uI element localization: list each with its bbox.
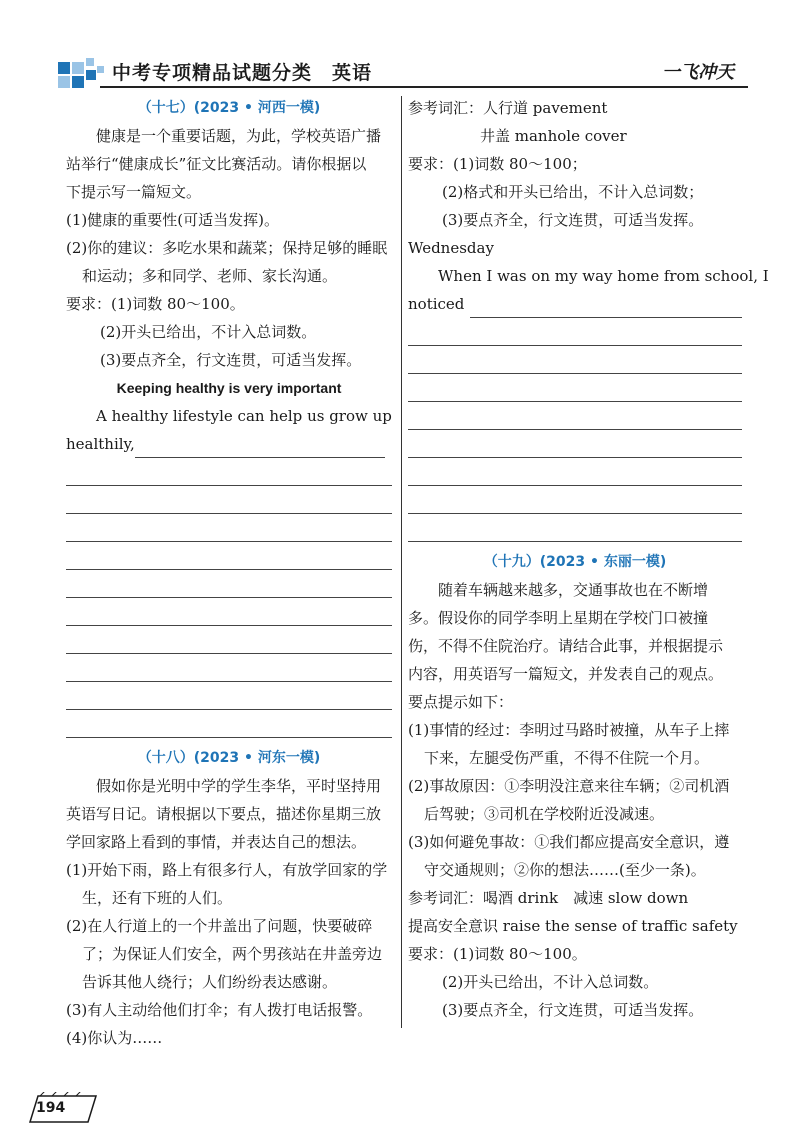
requirement-3: (3)要点齐全，行文连贯，可适当发挥。 [442, 211, 704, 229]
writing-line[interactable] [66, 570, 392, 598]
brand-logo: 一飞冲天 [662, 62, 734, 83]
word: lifestyle [172, 407, 233, 425]
writing-line[interactable] [66, 626, 392, 654]
requirement-1: 要求：(1)词数 80～100； [408, 155, 587, 173]
prompt-line: 假如你是光明中学的学生李华，平时坚持用 [96, 777, 382, 795]
point-3: (3)有人主动给他们打伞；有人拨打电话报警。 [66, 1001, 373, 1019]
section-heading-17: （十七）(2023 • 河西一模) [137, 100, 321, 116]
vocab-2: 提高安全意识 raise the sense of traffic safety [408, 917, 738, 935]
point-2-cont: 了；为保证人们安全，两个男孩站在井盖旁边 [82, 945, 383, 963]
right-column [408, 94, 769, 1024]
prompt-line: 多。假设你的同学李明上星期在学校门口被撞 [408, 609, 709, 627]
writing-line[interactable] [66, 542, 392, 570]
diary-start-cont [408, 290, 742, 318]
requirement-2: (2)开头已给出，不计入总词数。 [442, 973, 659, 991]
tips-label: 要点提示如下： [408, 693, 514, 711]
essay-start-cont [66, 430, 392, 458]
writing-line[interactable] [66, 458, 392, 486]
writing-line[interactable] [408, 514, 742, 542]
vocab-1: 参考词汇：人行道 pavement [408, 99, 608, 117]
point-2: (2)在人行道上的一个井盖出了问题，快要破碎 [66, 917, 373, 935]
point-2: (2)事故原因：①李明没注意来往车辆；②司机酒 [408, 777, 730, 795]
prompt-line: 随着车辆越来越多，交通事故也在不断增 [438, 581, 709, 599]
word: up [372, 407, 392, 425]
point-3-cont: 守交通规则；②你的想法……(至少一条)。 [424, 861, 706, 879]
point-2-cont: 和运动；多和同学、老师、家长沟通。 [82, 267, 338, 285]
vocab-1: 参考词汇：喝酒 drink 减速 slow down [408, 889, 689, 907]
point-1-cont: 生，还有下班的人们。 [82, 889, 233, 907]
requirement-1: 要求：(1)词数 80～100。 [66, 295, 245, 313]
point-2: (2)你的建议：多吃水果和蔬菜；保持足够的睡眠 [66, 239, 388, 257]
writing-blank[interactable] [135, 439, 385, 458]
writing-line[interactable] [66, 682, 392, 710]
prompt-line: 内容，用英语写一篇短文，并发表自己的观点。 [408, 665, 724, 683]
word: can [237, 407, 265, 425]
point-1-cont: 下来，左腿受伤严重，不得不住院一个月。 [424, 749, 710, 767]
writing-line[interactable] [408, 402, 742, 430]
word: grow [329, 407, 368, 425]
prompt-line: 学回家路上看到的事情，并表达自己的想法。 [66, 833, 367, 851]
prompt-line: 英语写日记。请根据以下要点，描述你星期三放 [66, 805, 382, 823]
point-3: (3)如何避免事故：①我们都应提高安全意识，遵 [408, 833, 730, 851]
prompt-line: 站举行“健康成长”征文比赛活动。请你根据以 [66, 155, 367, 173]
vocab-2: 井盖 manhole cover [480, 127, 627, 145]
header-rule [100, 86, 748, 88]
writing-line[interactable] [66, 514, 392, 542]
point-2-cont: 告诉其他人绕行；人们纷纷表达感谢。 [82, 973, 338, 991]
section-heading-18: （十八）(2023 • 河东一模) [137, 750, 321, 766]
header-title: 中考专项精品试题分类 英语 [112, 62, 373, 84]
essay-title: Keeping healthy is very important [116, 380, 342, 396]
writing-line[interactable] [408, 346, 742, 374]
writing-line[interactable] [66, 598, 392, 626]
prompt-line: 下提示写一篇短文。 [66, 183, 202, 201]
writing-line[interactable] [408, 486, 742, 514]
writing-line[interactable] [66, 710, 392, 738]
writing-line[interactable] [66, 486, 392, 514]
requirement-1: 要求：(1)词数 80～100。 [408, 945, 587, 963]
point-2-cont: 后驾驶；③司机在学校附近没减速。 [424, 805, 665, 823]
word: healthy [111, 407, 169, 425]
writing-line[interactable] [408, 458, 742, 486]
writing-line[interactable] [408, 318, 742, 346]
writing-blank[interactable] [470, 299, 742, 318]
diary-day: Wednesday [408, 239, 494, 257]
header-decoration-icon [0, 0, 110, 100]
word: A [96, 407, 107, 425]
requirement-2: (2)格式和开头已给出，不计入总词数； [442, 183, 704, 201]
start-word: healthily, [66, 435, 135, 453]
left-column [66, 94, 392, 1052]
writing-line[interactable] [66, 654, 392, 682]
point-1: (1)开始下雨，路上有很多行人，有放学回家的学 [66, 861, 388, 879]
word: help [269, 407, 303, 425]
writing-line[interactable] [408, 374, 742, 402]
point-4: (4)你认为…… [66, 1029, 163, 1047]
prompt-line: 伤，不得不住院治疗。请结合此事，并根据提示 [408, 637, 724, 655]
section-heading-19: （十九）(2023 • 东丽一模) [483, 554, 667, 570]
requirement-3: (3)要点齐全，行文连贯，可适当发挥。 [442, 1001, 704, 1019]
page-header [0, 0, 800, 100]
start-word: noticed [408, 295, 465, 313]
requirement-2: (2)开头已给出，不计入总词数。 [100, 323, 317, 341]
requirement-3: (3)要点齐全，行文连贯，可适当发挥。 [100, 351, 362, 369]
point-1: (1)健康的重要性(可适当发挥)。 [66, 211, 279, 229]
page-number: 194 [36, 1100, 66, 1116]
essay-start [66, 402, 392, 430]
diary-start: When I was on my way home from school, I [438, 267, 769, 285]
word: us [307, 407, 325, 425]
point-1: (1)事情的经过：李明过马路时被撞，从车子上摔 [408, 721, 730, 739]
column-divider [401, 96, 402, 1028]
writing-line[interactable] [408, 430, 742, 458]
prompt-line: 健康是一个重要话题，为此，学校英语广播 [96, 127, 382, 145]
